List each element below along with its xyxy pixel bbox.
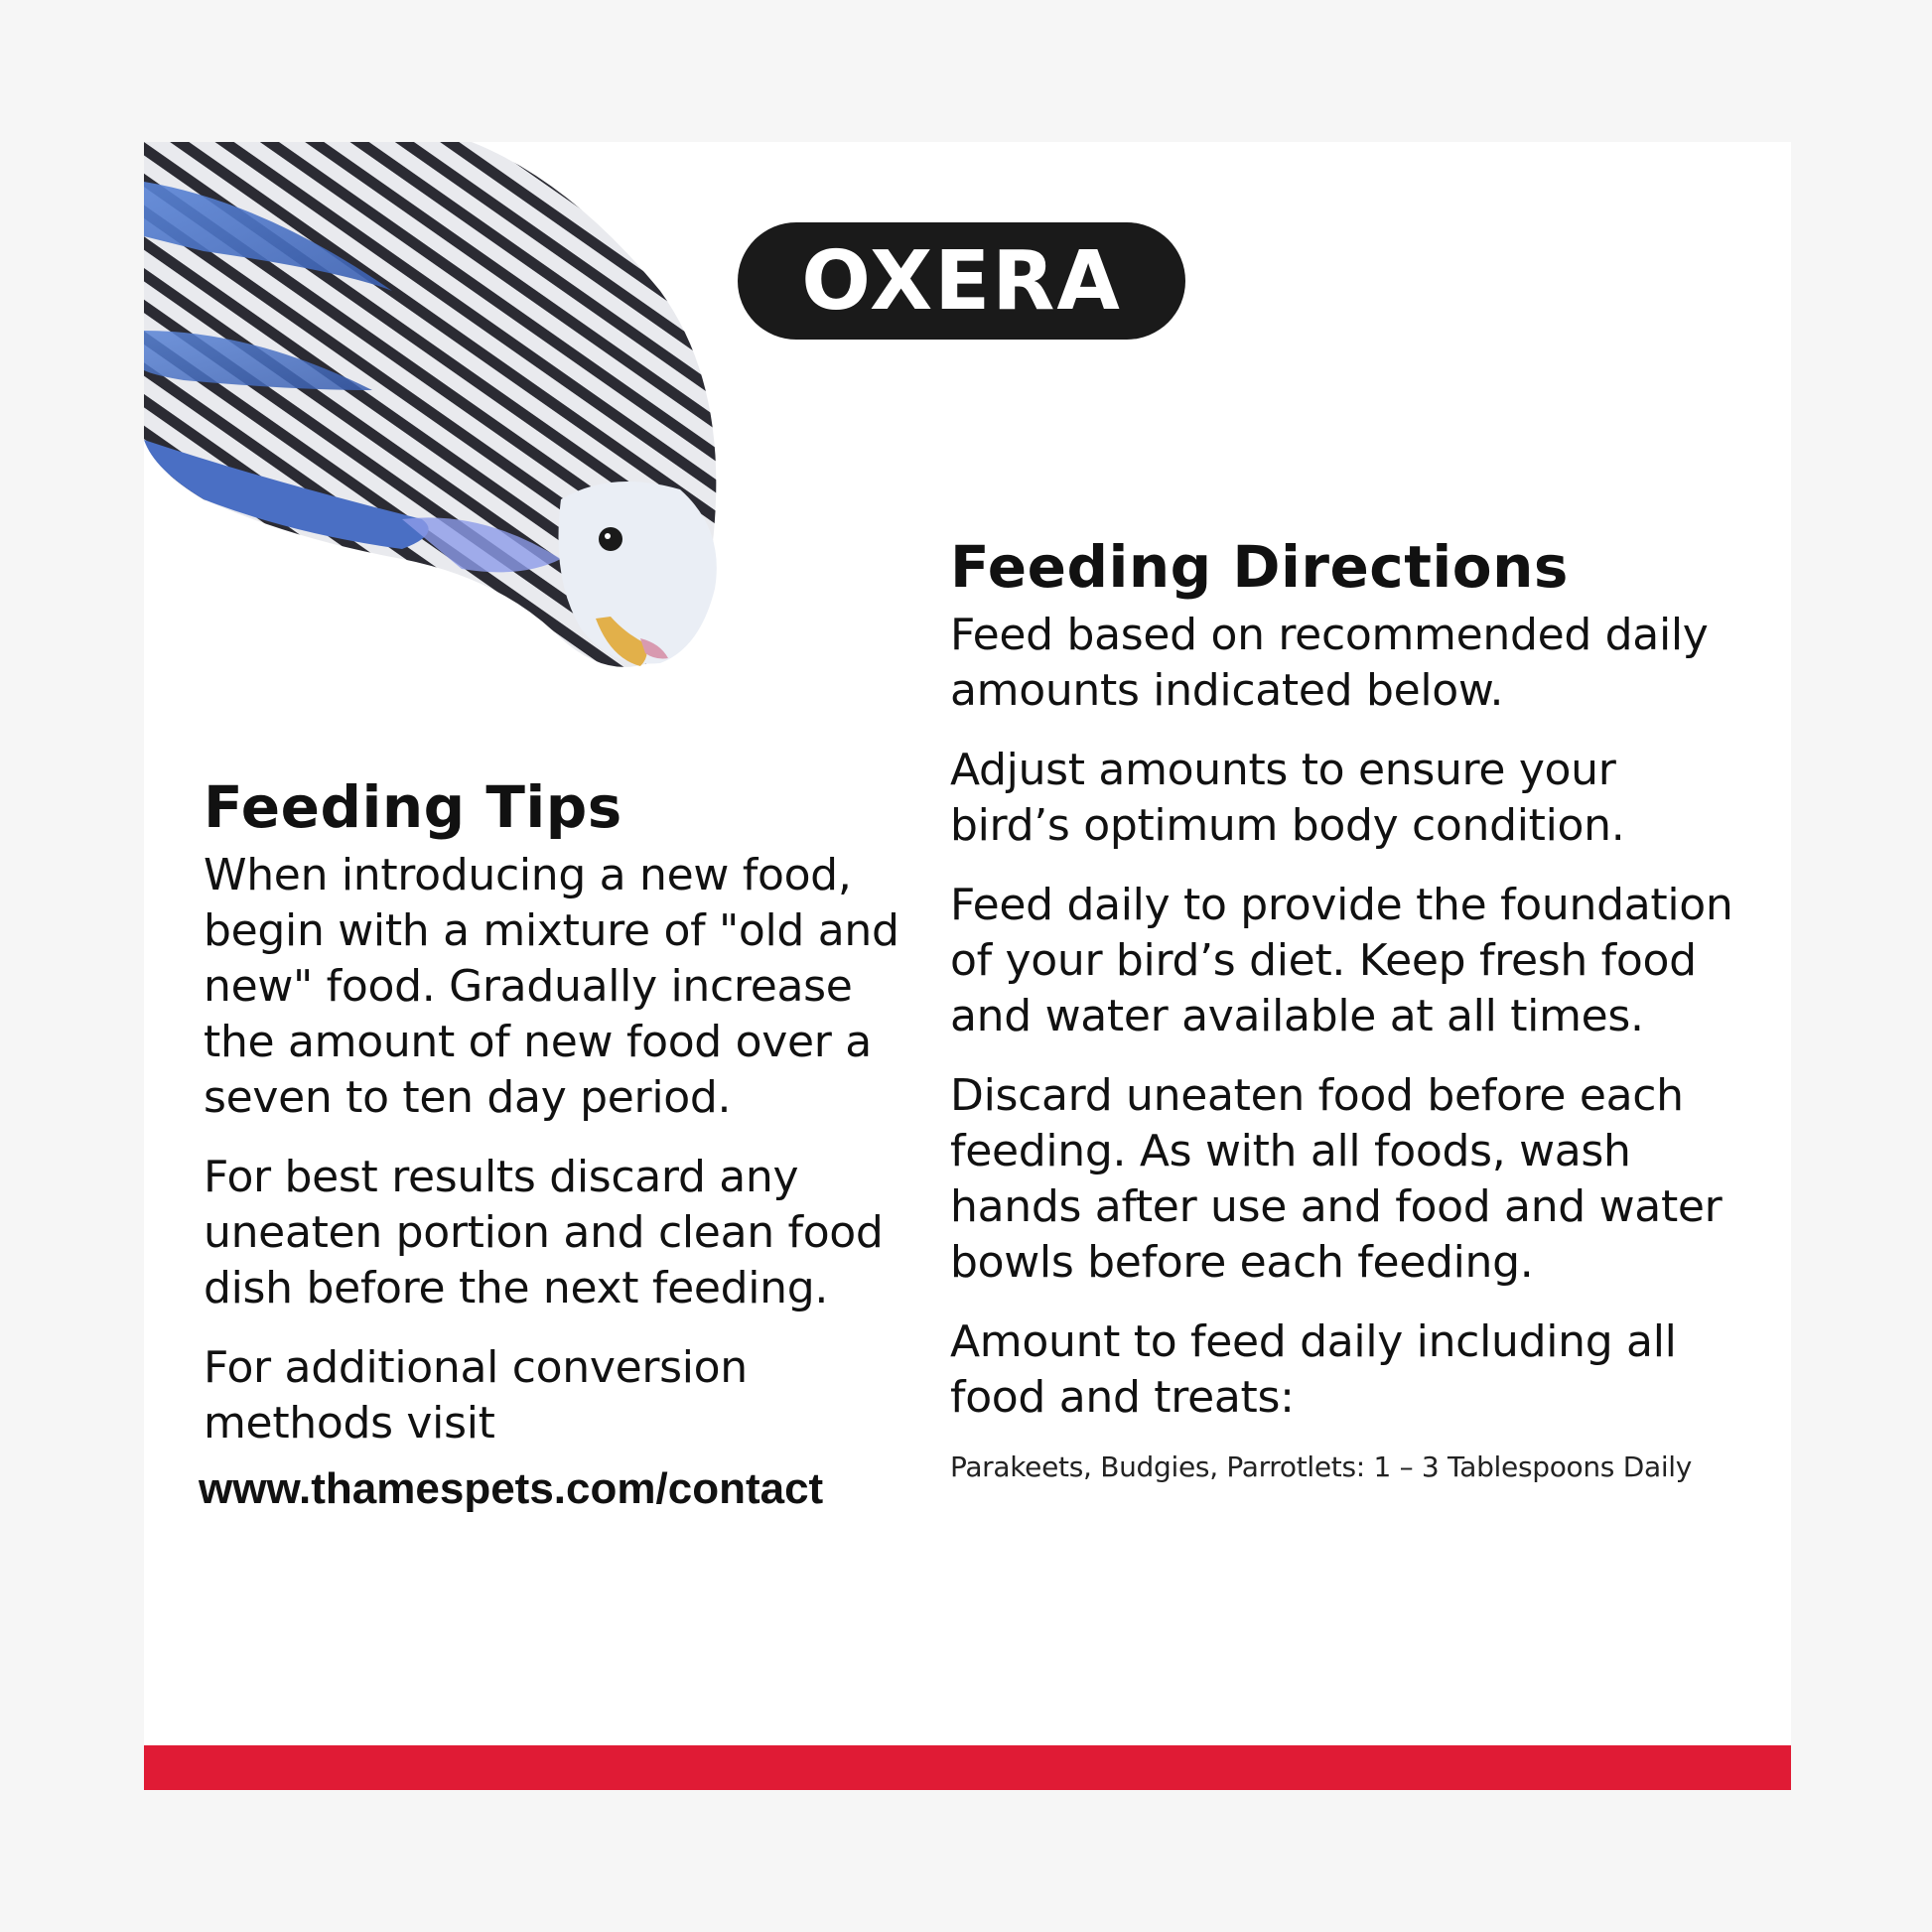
feeding-directions-section: [950, 526, 1744, 1485]
feeding-directions-heading: Feeding Directions: [950, 533, 1569, 601]
contact-url-link[interactable]: www.thamespets.com/contact: [199, 1464, 824, 1513]
feeding-tips-heading: Feeding Tips: [204, 773, 622, 841]
feeding-tips-paragraph-1: When introducing a new food, begin with a mixture of "old and new" food. Gradually increase the amount of new food over a seven to ten day period.: [204, 850, 899, 1123]
budgie-image: [144, 142, 730, 678]
feeding-directions-paragraph-1: Feed based on recommended daily amounts indicated below.: [950, 610, 1709, 716]
feeding-directions-paragraph-2: Adjust amounts to ensure your bird’s optimum body condition.: [950, 745, 1625, 851]
feeding-tips-paragraph-3: For additional conversion methods visit: [204, 1342, 748, 1449]
feeding-directions-paragraph-3: Feed daily to provide the foundation of your bird’s diet. Keep fresh food and water available at all times.: [950, 880, 1733, 1041]
feeding-directions-paragraph-5: Amount to feed daily including all food and treats:: [950, 1316, 1677, 1423]
oxera-logo: [738, 222, 1185, 340]
feeding-tips-section: [199, 766, 918, 1517]
feeding-directions-paragraph-4: Discard uneaten food before each feeding. As with all foods, wash hands after use and food and water bowls before each feeding.: [950, 1070, 1723, 1288]
feeding-tips-paragraph-2: For best results discard any uneaten portion and clean food dish before the next feeding.: [204, 1152, 884, 1313]
logo-text: OXERA: [801, 233, 1122, 329]
accent-bar: [144, 1745, 1791, 1790]
amount-note: Parakeets, Budgies, Parrotlets: 1 – 3 Tablespoons Daily: [950, 1450, 1693, 1483]
